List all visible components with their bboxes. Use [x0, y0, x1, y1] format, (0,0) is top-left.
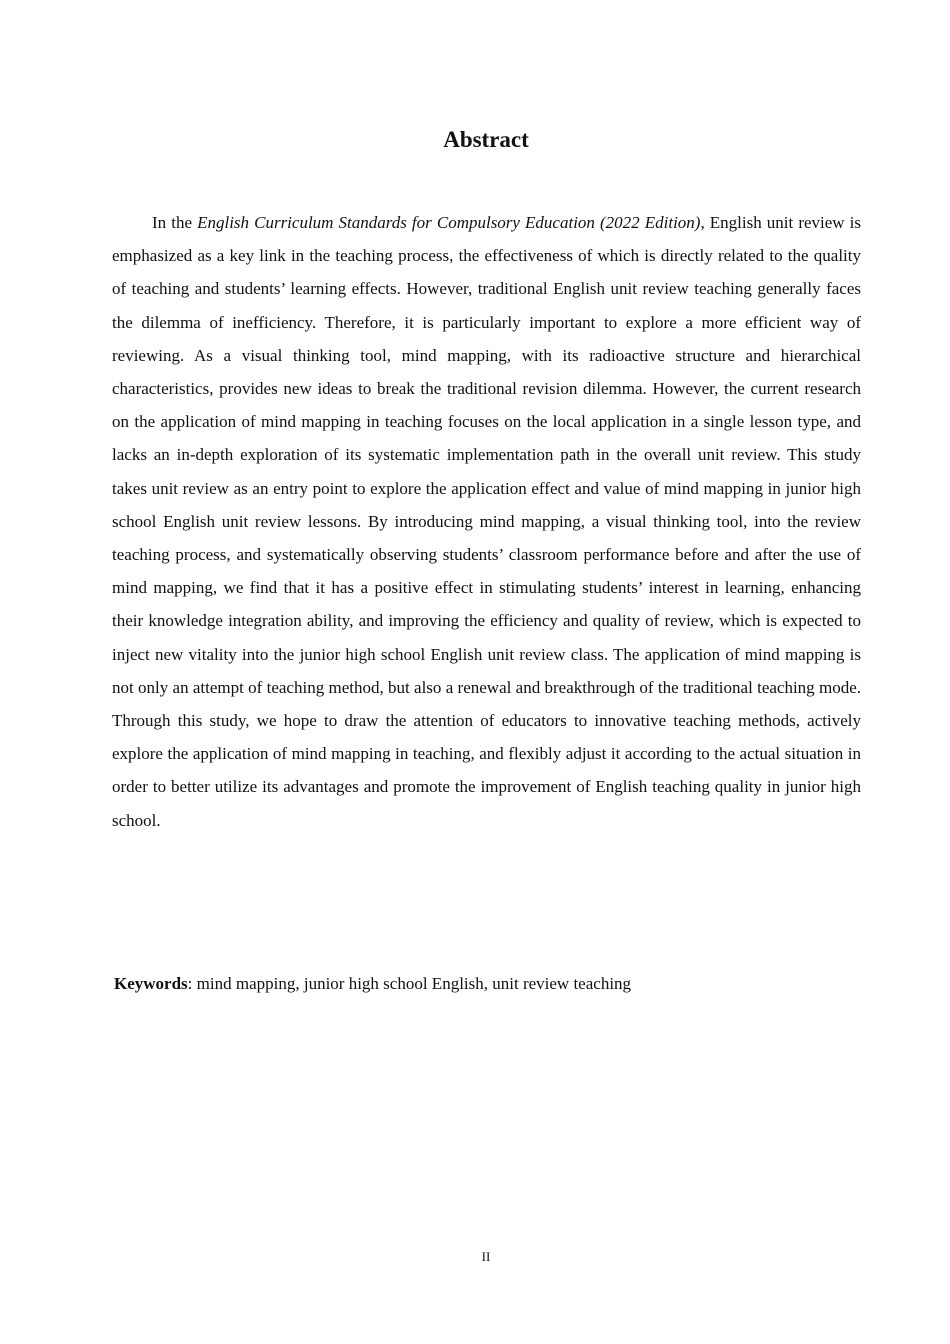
abstract-body-text: , English unit review is emphasized as a key link in the teaching process, the effectiveness of which is directly related to the quality of teaching and students’ learning effects. However, traditional English unit review teaching generally faces the dilemma of inefficiency. Therefore, it is particularly important to explore a more efficient way of reviewing. As a visual thinking tool, mind mapping, with its radioactive structure and hierarchical characteristics, provides new ideas to break the traditional revision dilemma. However, the current research on the application of mind mapping in teaching focuses on the local application in a single lesson type, and lacks an in-depth exploration of its systematic implementation path in the overall unit review. This study takes unit review as an entry point to explore the application effect and value of mind mapping in junior high school English unit review lessons. By introducing mind mapping, a visual thinking tool, into the review teaching process, and systematically observing students’ classroom performance before and after the use of mind mapping, we find that it has a positive effect in stimulating students’ interest in learning, enhancing their knowledge integration ability, and improving the efficiency and quality of review, which is expected to inject new vitality into the junior high school English unit review class. The application of mind mapping is not only an attempt of teaching method, but also a renewal and breakthrough of the traditional teaching mode. Through this study, we hope to draw the attention of educators to innovative teaching methods, actively explore the application of mind mapping in teaching, and flexibly adjust it according to the actual situation in order to better utilize its advantages and promote the improvement of English teaching quality in junior high school.	[112, 213, 861, 830]
abstract-paragraph	[112, 206, 861, 837]
abstract-title: Abstract	[443, 127, 529, 152]
keywords-separator: :	[187, 974, 197, 993]
page-number: II	[481, 1249, 491, 1264]
keywords-text: mind mapping, junior high school English, unit review teaching	[196, 974, 632, 993]
curriculum-standard-title: English Curriculum Standards for Compulsory Education (2022 Edition)	[197, 213, 701, 232]
keywords-line	[114, 970, 861, 998]
abstract-lead-in: In the	[152, 213, 198, 232]
keywords-label: Keywords	[114, 974, 188, 993]
